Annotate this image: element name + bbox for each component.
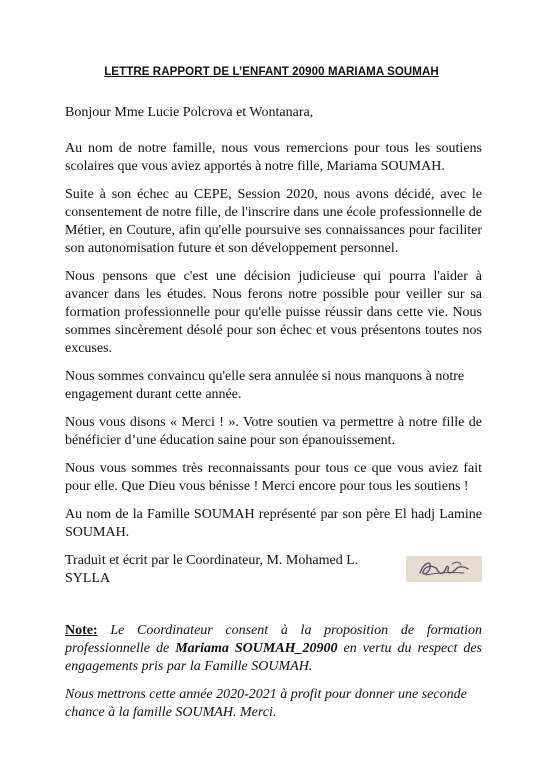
- handwritten-signature-icon: [406, 556, 482, 582]
- translator-line: [65, 552, 482, 588]
- paragraph-thanks: Au nom de notre famille, nous vous remercions pour tous les soutiens scolaires que vous aviez apportés à notre fille, Mariama SOUMAH.: [65, 141, 482, 174]
- note-label: Note:: [65, 623, 98, 638]
- letter-body: [65, 104, 482, 732]
- greeting: Bonjour Mme Lucie Polcrova et Wontanara,: [65, 105, 314, 120]
- letter-title: LETTRE RAPPORT DE L’ENFANT 20900 MARIAMA SOUMAH: [104, 66, 439, 78]
- paragraph-decision: Suite à son échec au CEPE, Session 2020, nous avons décidé, avec le consentement de notre fille, de l'inscrire dans une école professionnelle de Métier, en Couture, afin qu'elle poursuive ses connaissances pour faciliter son autonomisation future et son développement personnel.: [65, 187, 482, 256]
- note-child-reference: Mariama SOUMAH_20900: [175, 641, 338, 656]
- coordinator-note: [65, 622, 482, 676]
- note-text-after: en vertu du respect des engagements pris par la Famille SOUMAH.: [65, 641, 482, 674]
- paragraph-convinced: Nous sommes convaincu qu'elle sera annulée si nous manquons à notre engagement durant cette année.: [65, 369, 465, 402]
- paragraph-grateful: Nous vous sommes très reconnaissants pour tous ce que vous aviez fait pour elle. Que Dieu vous bénisse ! Merci encore pour tous les soutiens !: [65, 461, 482, 494]
- note-text-before: Le Coordinateur consent à la proposition de formation professionnelle de: [65, 623, 482, 656]
- closing-note: Nous mettrons cette année 2020-2021 à profit pour donner une seconde chance à la famille SOUMAH. Merci.: [65, 687, 467, 720]
- paragraph-judicious: Nous pensons que c'est une décision judicieuse qui pourra l'aider à avancer dans les études. Nous ferons notre possible pour veiller sur sa formation professionnelle pour qu'elle puisse réussir dans cette vie. Nous sommes sincèrement désolé pour son échec et vous présentons toutes nos excuses.: [65, 269, 482, 356]
- translator-text: Traduit et écrit par le Coordinateur, M. Mohamed L. SYLLA: [65, 553, 359, 586]
- paragraph-merci: Nous vous disons « Merci ! ». Votre soutien va permettre à notre fille de bénéficier d’une éducation saine pour son épanouissement.: [65, 415, 482, 448]
- paragraph-family: Au nom de la Famille SOUMAH représenté par son père El hadj Lamine SOUMAH.: [65, 507, 482, 540]
